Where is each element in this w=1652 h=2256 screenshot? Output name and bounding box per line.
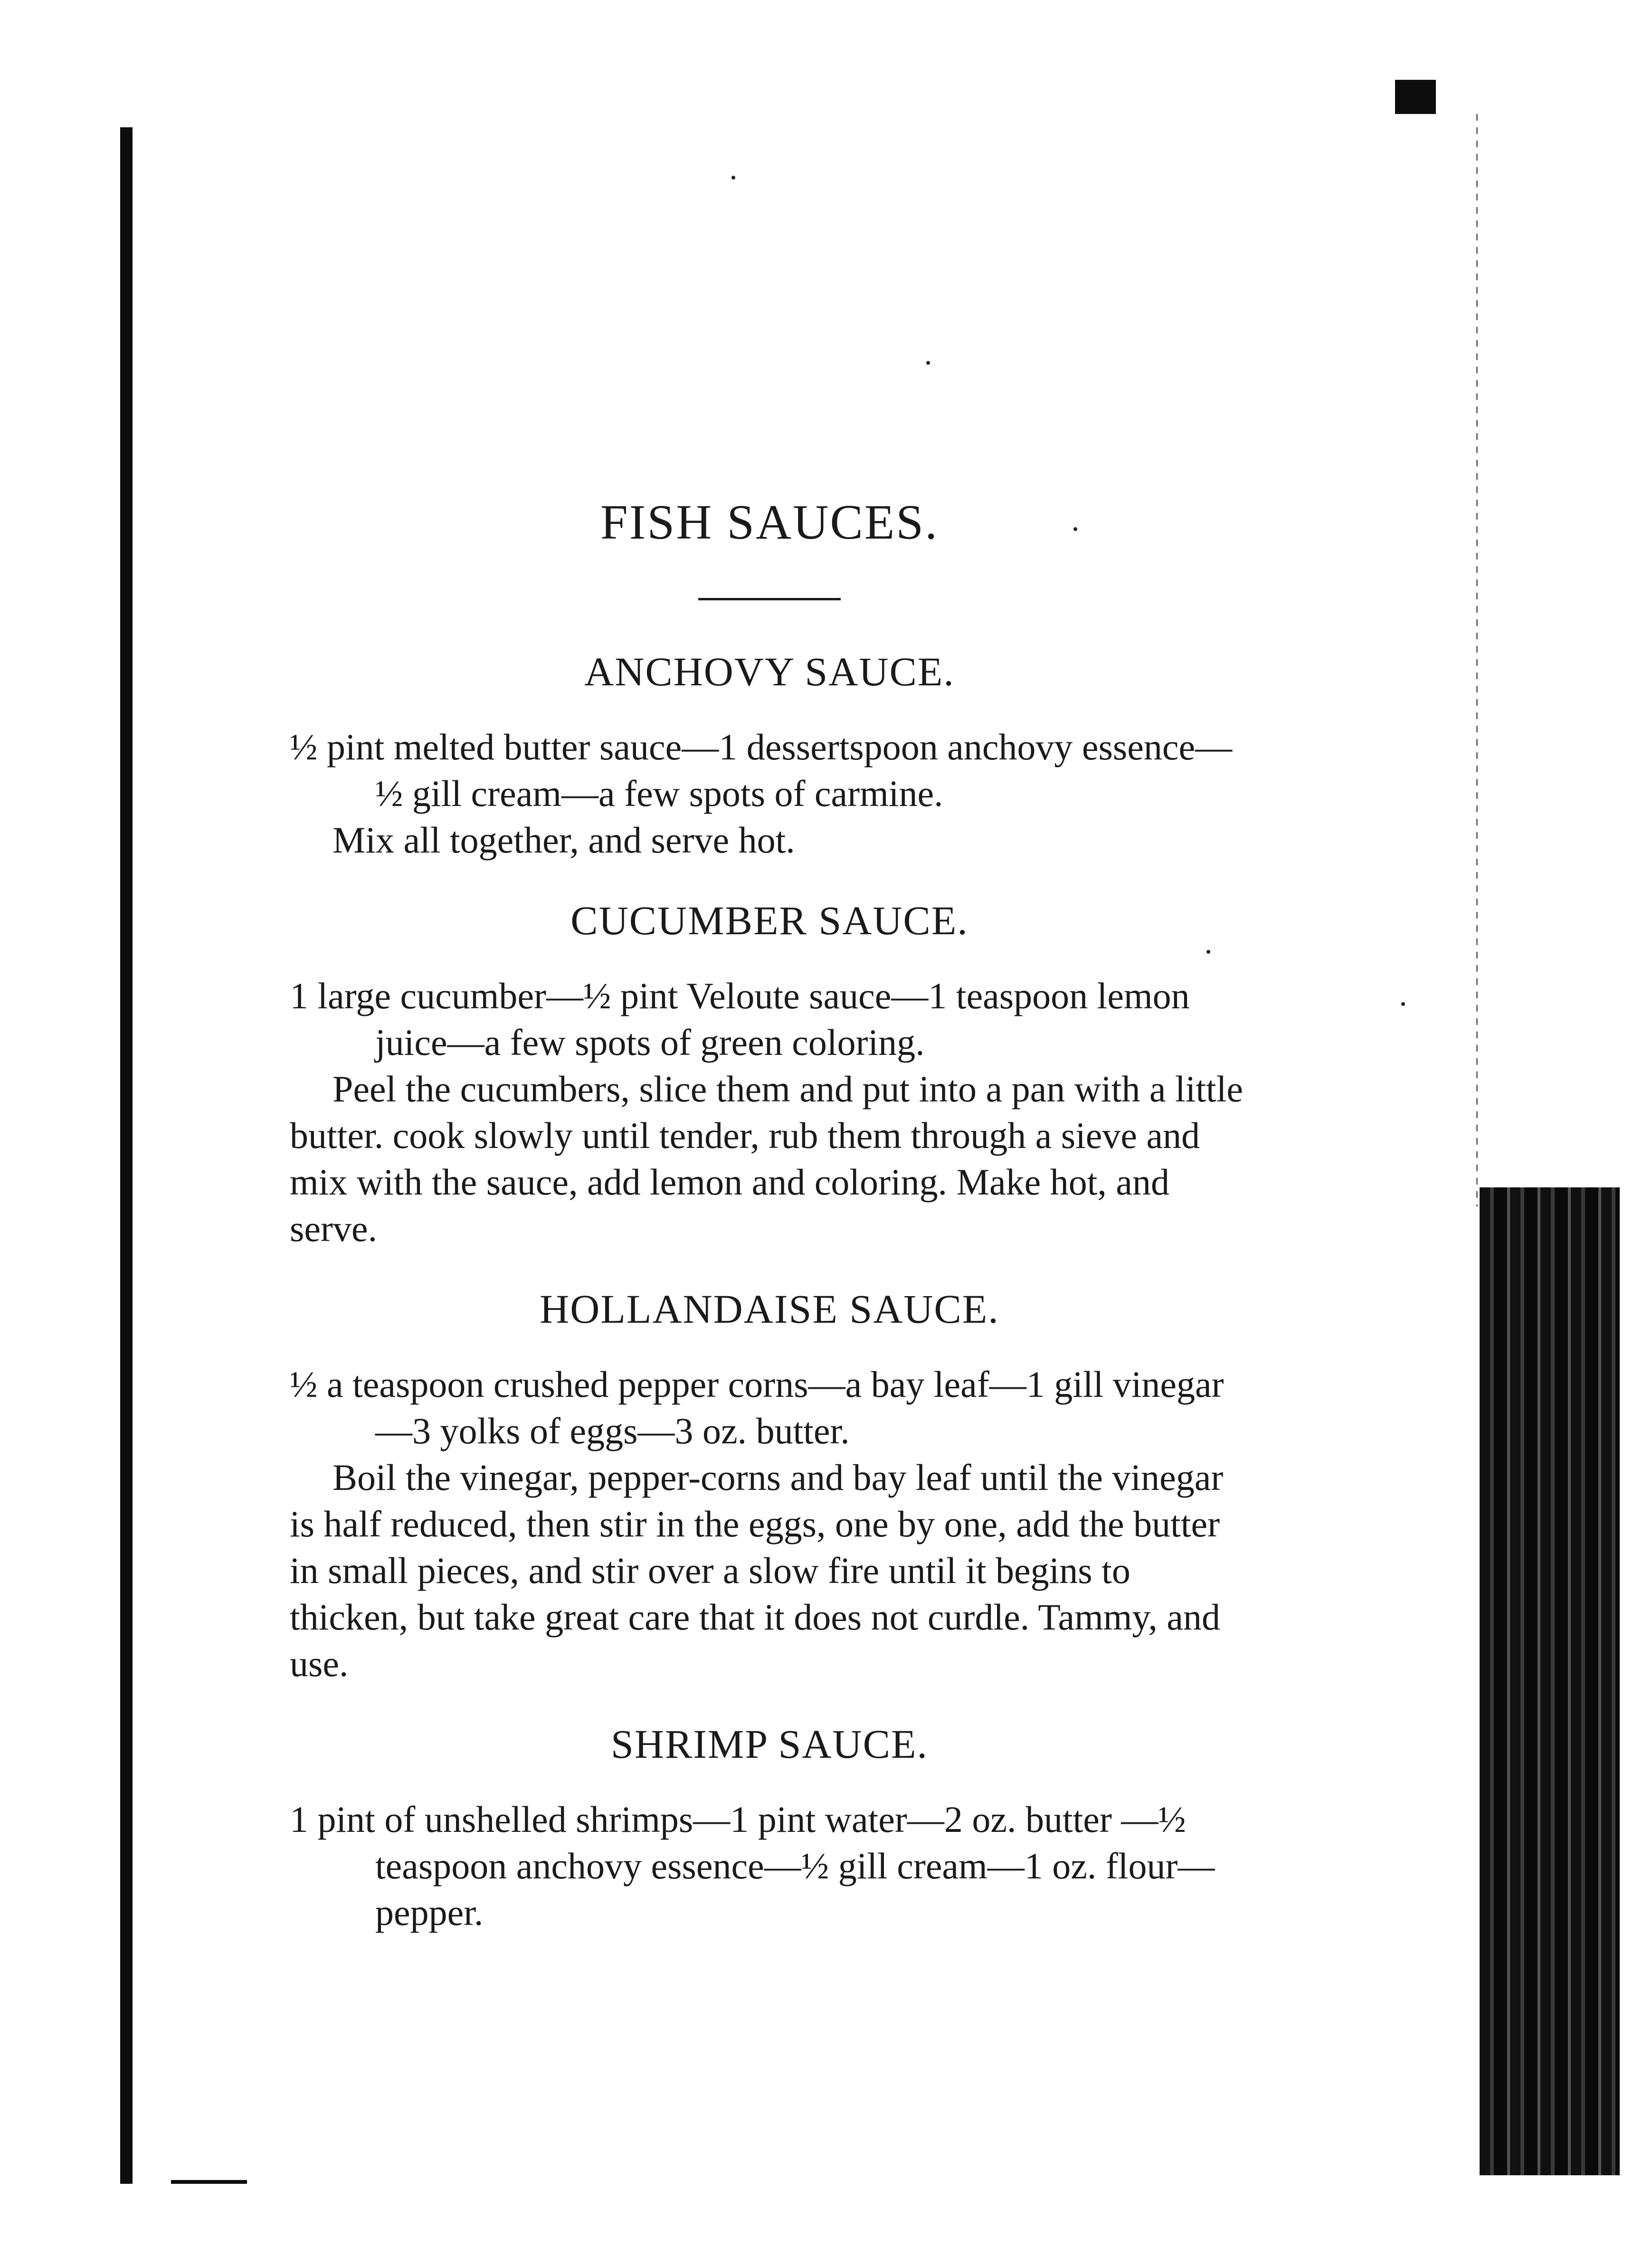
recipe-ingredients: ½ pint melted butter sauce—1 dessertspoon anchovy essence—½ gill cream—a few spots of carmine. <box>290 726 1233 814</box>
scan-speck <box>926 361 930 365</box>
recipe-ingredients: 1 pint of unshelled shrimps—1 pint water—2 oz. butter —½ teaspoon anchovy essence—½ gill cream—1 oz. flour—pepper. <box>290 1799 1215 1933</box>
binding-gutter-bar <box>120 127 133 2184</box>
scan-corner-block <box>1395 80 1436 114</box>
recipe-method: Peel the cucumbers, slice them and put into a pan with a little butter. cook slowly until tender, rub them through a sieve and mix with the sauce, add lemon and coloring. Make hot, and serve. <box>290 1068 1243 1249</box>
recipe-heading: SHRIMP SAUCE. <box>611 1721 928 1767</box>
scan-speck <box>1401 1002 1405 1006</box>
recipe-hollandaise-sauce <box>290 1285 1249 1687</box>
recipe-method: Mix all together, and serve hot. <box>332 819 795 861</box>
recipe-cucumber-sauce <box>290 897 1249 1252</box>
recipe-ingredients: 1 large cucumber—½ pint Veloute sauce—1 teaspoon lemon juice—a few spots of green coloring. <box>290 975 1190 1063</box>
recipe-ingredients: ½ a teaspoon crushed pepper corns—a bay leaf—1 gill vinegar—3 yolks of eggs—3 oz. butter. <box>290 1364 1224 1451</box>
recipe-method: Boil the vinegar, pepper-corns and bay leaf until the vinegar is half reduced, then stir in the eggs, one by one, add the butter in small pieces, and stir over a slow fire until it begins to thicken, but take great care that it does not curdle. Tammy, and use. <box>290 1457 1224 1684</box>
recipe-heading: CUCUMBER SAUCE. <box>570 898 968 943</box>
binding-gutter-foot <box>171 2180 247 2184</box>
scan-edge-strip <box>1480 1187 1620 2175</box>
title-rule <box>698 598 841 600</box>
recipe-heading: HOLLANDAISE SAUCE. <box>540 1286 999 1332</box>
scan-speck <box>731 176 735 180</box>
page-edge-line <box>1476 114 1478 1206</box>
book-page <box>290 494 1249 1936</box>
recipe-shrimp-sauce <box>290 1720 1249 1936</box>
page-title: FISH SAUCES. <box>600 495 939 550</box>
recipe-anchovy-sauce <box>290 648 1249 863</box>
recipe-heading: ANCHOVY SAUCE. <box>584 649 955 694</box>
